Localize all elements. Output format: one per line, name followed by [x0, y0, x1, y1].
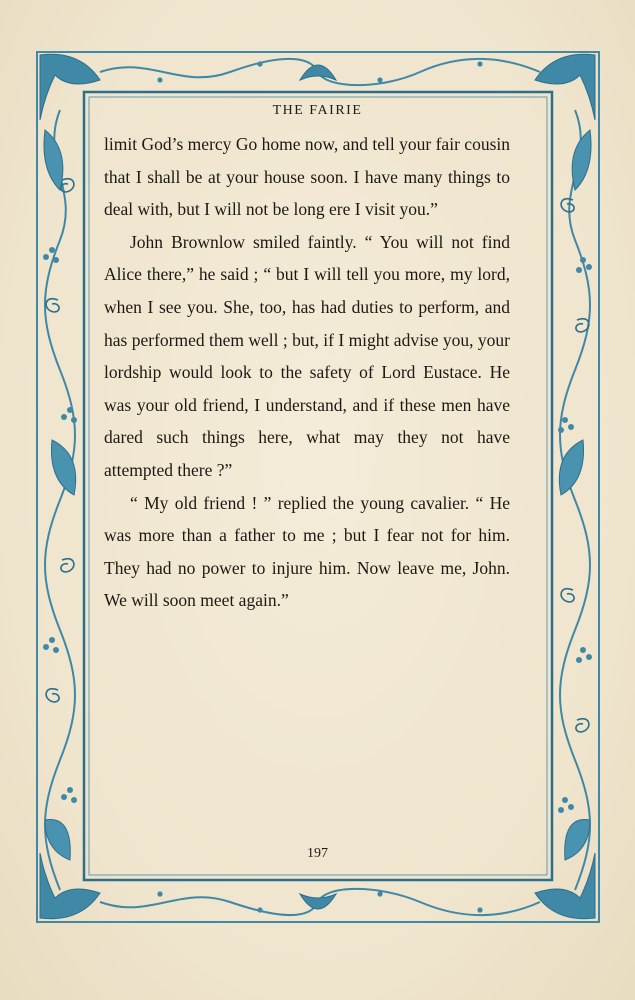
paragraph: John Brownlow smiled faintly. “ You will not find Alice there,” he said ; “ but I will tell you more, my lord, when I see you. She, too, has had duties to perform, and has performed them well ; but, if I might advise you, your lordship would look to the safety of Lord Eustace. He was your old friend, I understand, and if these men have dared such things here, what may they not have attempted there ?”	[104, 231, 510, 480]
body-text	[104, 128, 510, 617]
page-number: 197	[307, 846, 328, 861]
paragraph: limit God’s mercy Go home now, and tell your fair cousin that I shall be at your house soon. I have many things to deal with, but I will not be long ere I visit you.”	[104, 134, 510, 220]
paragraph: “ My old friend ! ” replied the young cavalier. “ He was more than a father to me ; but I fear not for him. They had no power to injure him. Now leave me, John. We will soon meet again.”	[104, 492, 510, 611]
running-head: THE FAIRIE	[272, 103, 363, 118]
